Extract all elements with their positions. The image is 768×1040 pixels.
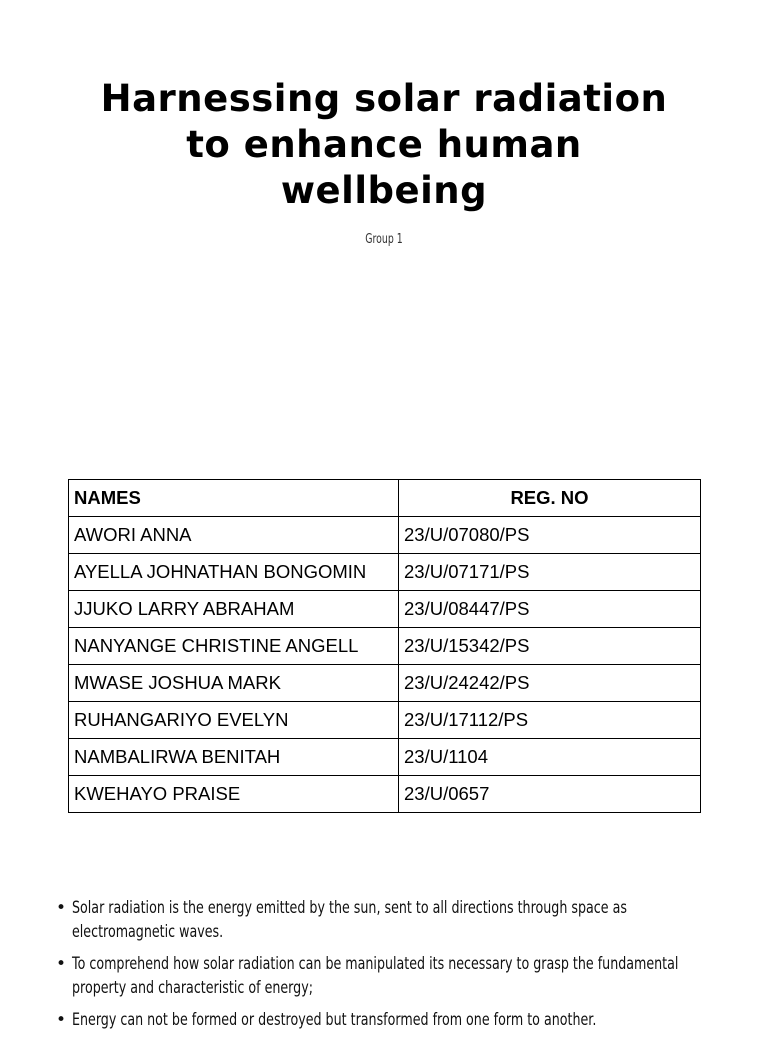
bullet-list bbox=[56, 896, 726, 1040]
member-reg-no: 23/U/07171/PS bbox=[399, 554, 701, 591]
slide-title: Harnessing solar radiation to enhance human wellbeing bbox=[100, 77, 668, 212]
member-name: NAMBALIRWA BENITAH bbox=[69, 739, 399, 776]
member-reg-no: 23/U/17112/PS bbox=[399, 702, 701, 739]
names-column-header: NAMES bbox=[69, 480, 399, 517]
group-members-table bbox=[68, 479, 701, 813]
member-name: AWORI ANNA bbox=[69, 517, 399, 554]
bullet-text: Energy can not be formed or destroyed but transformed from one form to another. bbox=[72, 1010, 597, 1030]
member-name: KWEHAYO PRAISE bbox=[69, 776, 399, 813]
member-reg-no: 23/U/1104 bbox=[399, 739, 701, 776]
member-name: RUHANGARIYO EVELYN bbox=[69, 702, 399, 739]
list-item bbox=[56, 896, 726, 944]
bullet-text: Solar radiation is the energy emitted by the sun, sent to all directions through space as electromagnetic waves. bbox=[72, 898, 627, 942]
member-reg-no: 23/U/08447/PS bbox=[399, 591, 701, 628]
bullet-icon: • bbox=[56, 1010, 67, 1030]
bullet-text: To comprehend how solar radiation can be manipulated its necessary to grasp the fundamental property and characteristic of energy; bbox=[72, 954, 679, 998]
table-row bbox=[69, 665, 701, 702]
table-row bbox=[69, 591, 701, 628]
table-row bbox=[69, 517, 701, 554]
member-reg-no: 23/U/07080/PS bbox=[399, 517, 701, 554]
table-row bbox=[69, 776, 701, 813]
table-header-row bbox=[69, 480, 701, 517]
table-row bbox=[69, 702, 701, 739]
table-row bbox=[69, 628, 701, 665]
member-reg-no: 23/U/15342/PS bbox=[399, 628, 701, 665]
member-name: MWASE JOSHUA MARK bbox=[69, 665, 399, 702]
reg-no-column-header: REG. NO bbox=[399, 480, 701, 517]
member-reg-no: 23/U/0657 bbox=[399, 776, 701, 813]
table-row bbox=[69, 554, 701, 591]
member-reg-no: 23/U/24242/PS bbox=[399, 665, 701, 702]
bullet-icon: • bbox=[56, 954, 67, 974]
table-row bbox=[69, 739, 701, 776]
content-slide bbox=[0, 860, 768, 1030]
bullet-icon: • bbox=[56, 898, 67, 918]
list-item bbox=[56, 1008, 726, 1032]
member-name: NANYANGE CHRISTINE ANGELL bbox=[69, 628, 399, 665]
member-name: AYELLA JOHNATHAN BONGOMIN bbox=[69, 554, 399, 591]
member-name: JJUKO LARRY ABRAHAM bbox=[69, 591, 399, 628]
list-item bbox=[56, 952, 726, 1000]
slide-subtitle: Group 1 bbox=[365, 232, 403, 247]
